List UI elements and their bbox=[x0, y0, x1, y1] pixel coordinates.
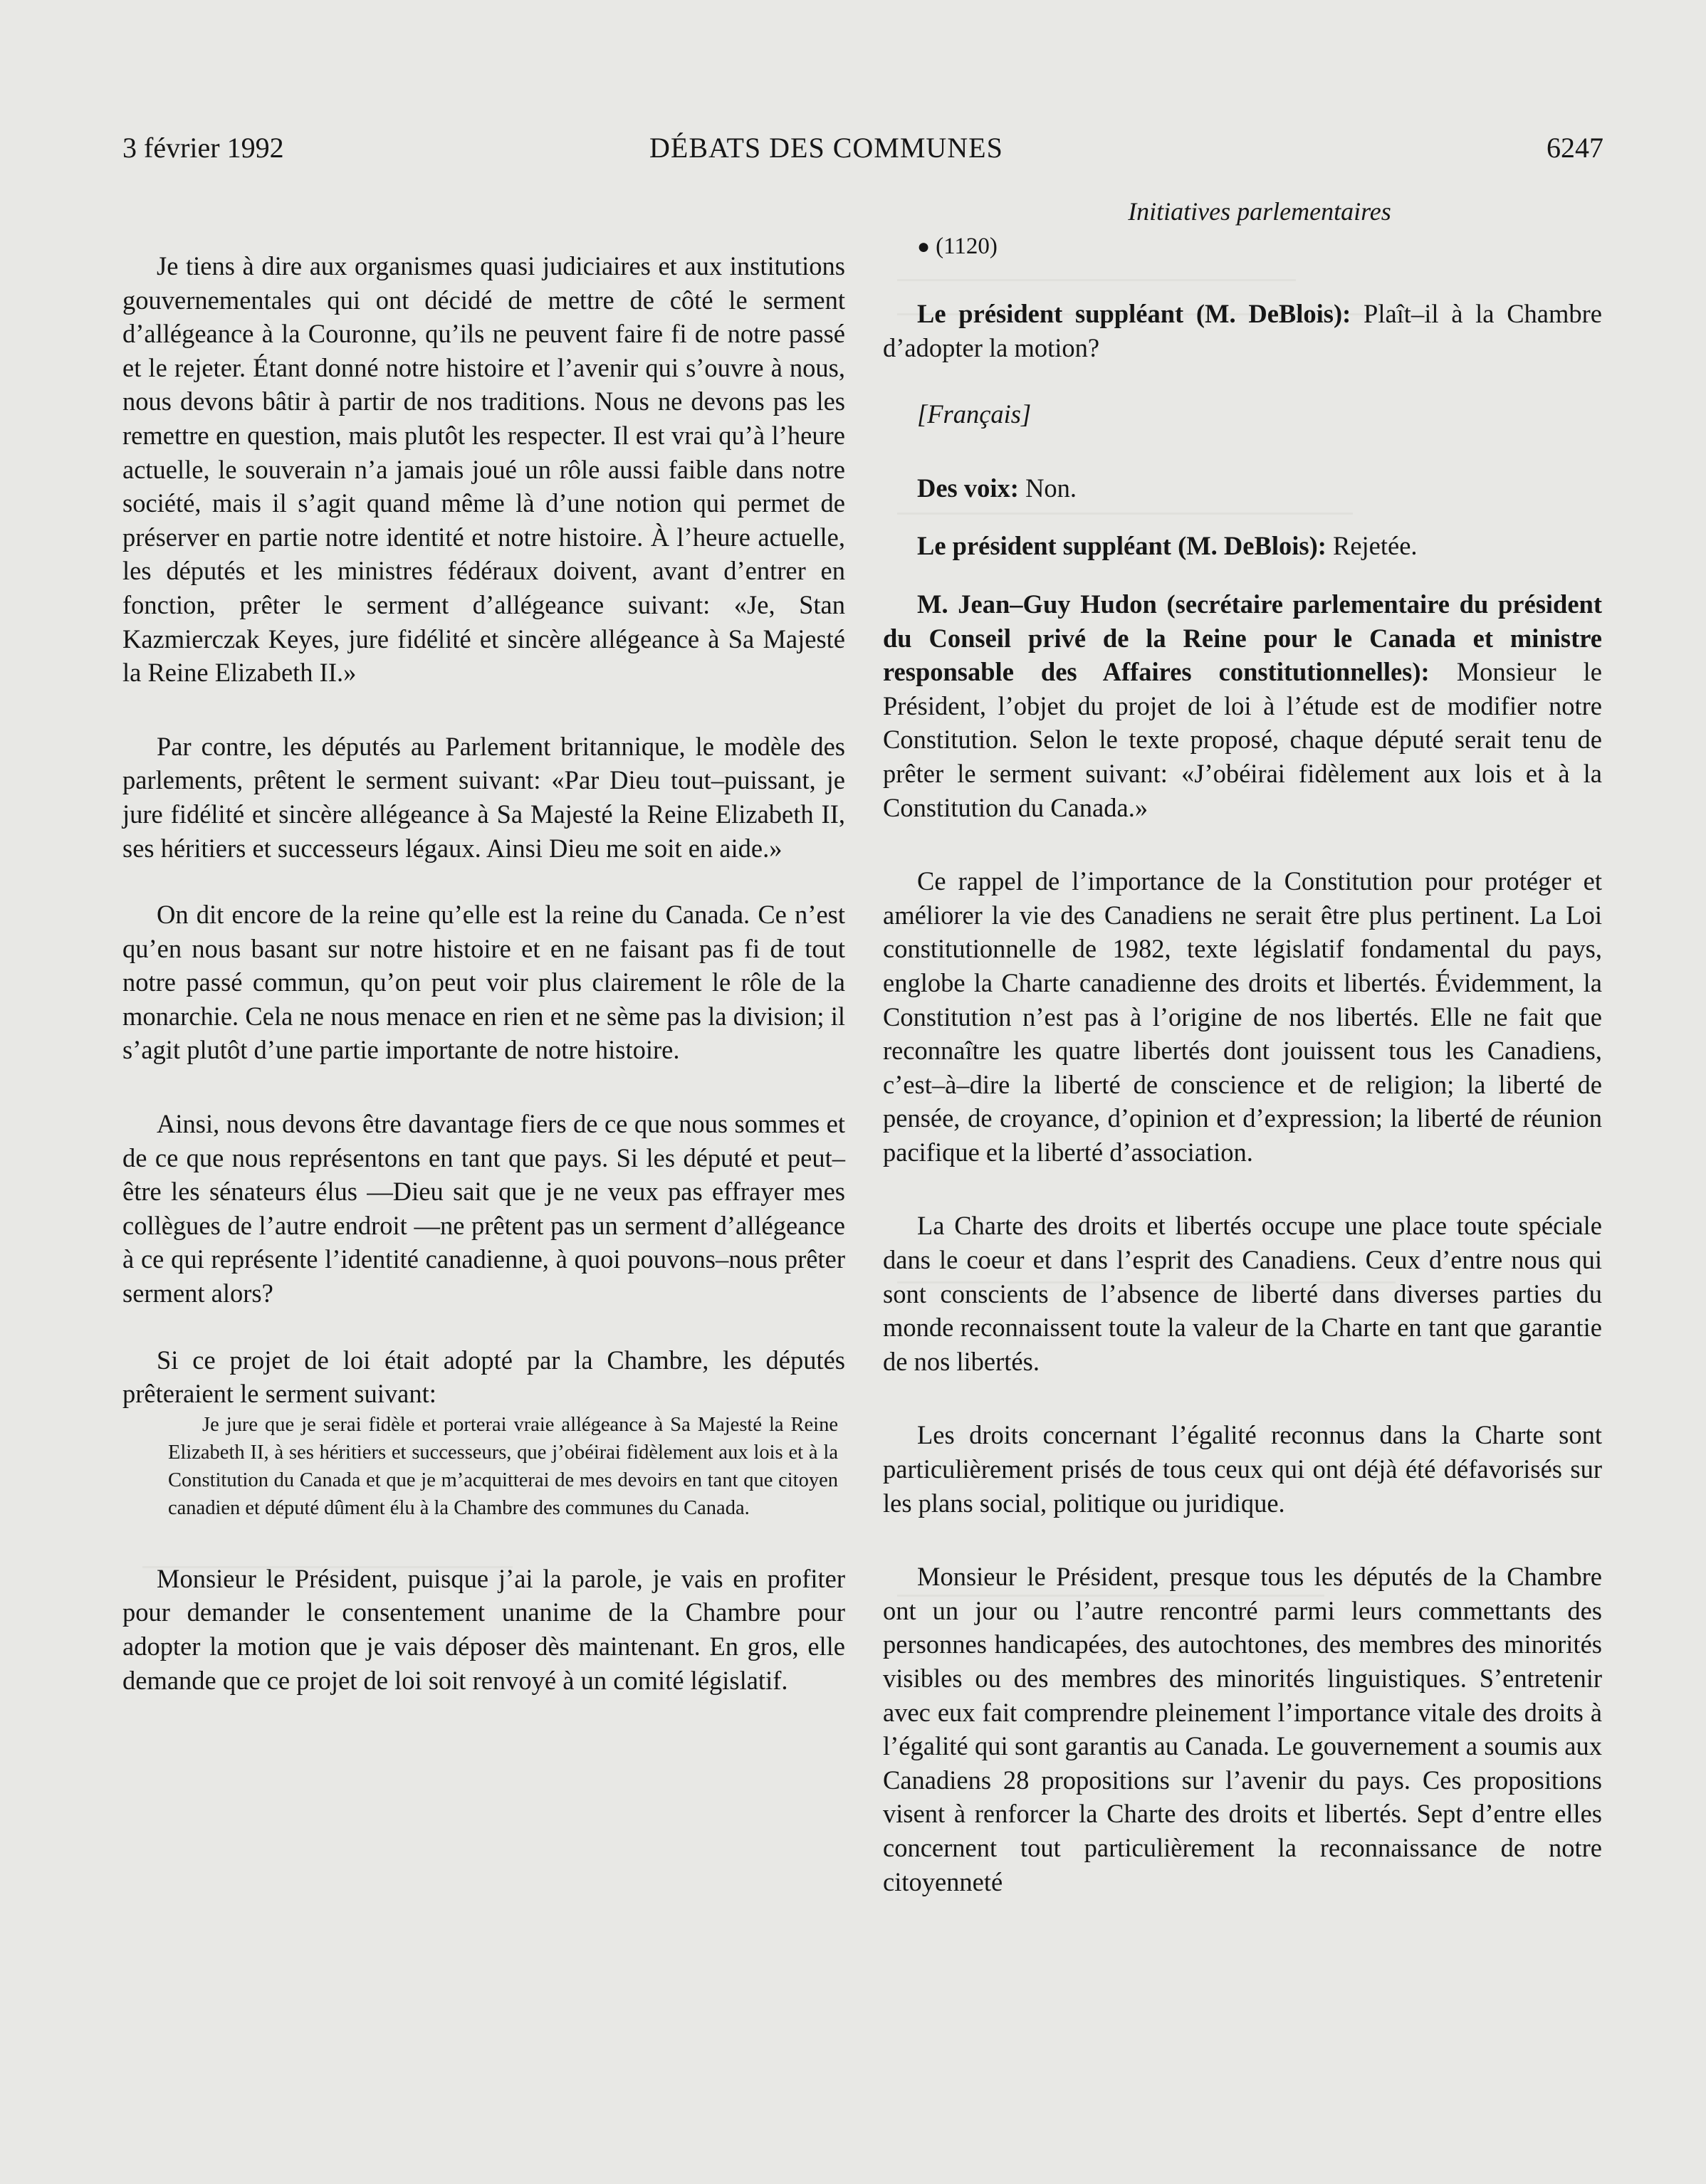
paragraph: Ainsi, nous devons être davantage fiers de ce que nous sommes et de ce que nous représentons en tant que pays. Si les député et peut–être les sénateurs élus —Dieu sait que je ne veux pas effrayer mes collègues de l’autre endroit —ne prêtent pas un serment d’allégeance à ce qui représente l’identité canadienne, à quoi pouvons–nous prêter serment alors? bbox=[122, 1109, 845, 1308]
speaker-intervention bbox=[883, 529, 1602, 563]
oath-quote: Je jure que je serai fidèle et porterai vraie allégeance à Sa Majesté la Reine Elizabeth II, à ses héritiers et successeurs, que j’obéirai fidèlement aux lois et à la Constitution du Canada et que je m’acquitterai de mes devoirs en tant que citoyen canadien et député dûment élu à la Chambre des communes du Canada. bbox=[168, 1413, 838, 1519]
header-date: 3 février 1992 bbox=[122, 132, 284, 164]
speech-text: Monsieur le Président, l’objet du projet de loi à l’étude est de modifier notre Constitution. Selon le texte proposé, chaque député serait tenu de prêter le serment suivant: «J’obéirai fidèlement aux lois et à la Constitution du Canada.» bbox=[883, 657, 1602, 822]
speaker-name: Des voix: bbox=[917, 473, 1019, 503]
speaker-intervention bbox=[883, 297, 1602, 364]
speaker-name: Le président suppléant (M. DeBlois): bbox=[917, 531, 1326, 561]
paragraph: Monsieur le Président, puisque j’ai la parole, je vais en profiter pour demander le consentement unanime de la Chambre pour adopter la motion que je vais déposer dès maintenant. En gros, elle demande que ce projet de loi soit renvoyé à un comité législatif. bbox=[122, 1563, 845, 1695]
speech-text: Plaît–il à la Chambre d’adopter la motion? bbox=[883, 299, 1602, 362]
speech-text: Non. bbox=[1018, 473, 1077, 503]
speaker-name: M. Jean–Guy Hudon (secrétaire parlementaire du président du Conseil privé de la Reine pour le Canada et ministre responsable des Affaires constitutionnelles): bbox=[883, 589, 1602, 687]
paragraph: La Charte des droits et libertés occupe une place toute spéciale dans le coeur et dans l’esprit des Canadiens. Ceux d’entre nous qui sont conscients de l’absence de liberté dans diverses parties du monde reconnaissent toute la valeur de la Charte en tant que garantie de nos libertés. bbox=[883, 1211, 1602, 1376]
paragraph: Si ce projet de loi était adopté par la Chambre, les députés prêteraient le serment suivant: bbox=[122, 1345, 845, 1409]
timestamp-text: (1120) bbox=[936, 233, 998, 259]
speaker-intervention bbox=[883, 471, 1602, 505]
paragraph: On dit encore de la reine qu’elle est la reine du Canada. Ce n’est qu’en nous basant sur notre histoire et en ne faisant pas fi de tout notre passé commun, qu’on peut voir plus clairement le rôle de la monarchie. Cela ne nous menace en rien et ne sème pas la division; il s’agit plutôt d’une partie importante de notre histoire. bbox=[122, 900, 845, 1065]
timestamp bbox=[883, 229, 1602, 264]
bullet-icon: ● bbox=[917, 235, 931, 258]
paragraph: Les droits concernant l’égalité reconnus dans la Charte sont particulièrement prisés de tous ceux qui ont déjà été défavorisés sur les plans social, politique ou juridique. bbox=[883, 1420, 1602, 1518]
section-heading: Initiatives parlementaires bbox=[1128, 197, 1391, 226]
speech-text: Rejetée. bbox=[1326, 531, 1418, 561]
paragraph: Je tiens à dire aux organismes quasi judiciaires et aux institutions gouvernementales qui ont décidé de mettre de côté le serment d’allégeance à la Couronne, qu’ils ne peuvent faire fi de notre passé et le rejeter. Étant donné notre histoire et l’avenir qui s’ouvre à nous, nous devons bâtir à partir de nos traditions. Nous ne devons pas les remettre en question, mais plutôt les respecter. Il est vrai qu’à l’heure actuelle, le souverain n’a jamais joué un rôle aussi faible dans notre société, mais il s’agit quand même là d’une notion qui permet de préserver en partie notre identité et notre histoire. À l’heure actuelle, les députés et les ministres fédéraux doivent, avant d’entrer en fonction, prêter le serment d’allégeance suivant: «Je, Stan Kazmierczak Keyes, jure fidélité et sincère allégeance à Sa Majesté la Reine Elizabeth II.» bbox=[122, 251, 845, 688]
left-column bbox=[122, 249, 845, 1697]
paragraph: Par contre, les députés au Parlement britannique, le modèle des parlements, prêtent le serment suivant: «Par Dieu tout–puissant, je jure fidélité et sincère allégeance à Sa Majesté la Reine Elizabeth II, ses héritiers et successeurs légaux. Ainsi Dieu me soit en aide.» bbox=[122, 731, 845, 863]
page-number: 6247 bbox=[1547, 132, 1603, 164]
right-column bbox=[883, 194, 1602, 1899]
paragraph: Ce rappel de l’importance de la Constitution pour protéger et améliorer la vie des Canadiens ne serait être plus pertinent. La Loi constitutionnelle de 1982, texte législatif fondamental du pays, englobe la Charte canadienne des droits et libertés. Évidemment, la Constitution n’est pas à l’origine de nos libertés. Elle ne fait que reconnaître les quatre libertés dont jouissent tous les Canadiens, c’est–à–dire la liberté de conscience et de religion; la liberté de pensée, de croyance, d’opinion et d’expression; la liberté de réunion pacifique et la liberté d’association. bbox=[883, 866, 1602, 1167]
speaker-name: Le président suppléant (M. DeBlois): bbox=[917, 299, 1351, 328]
paragraph: Monsieur le Président, presque tous les députés de la Chambre ont un jour ou l’autre rencontré parmi leurs commettants des personnes handicapées, des autochtones, des membres des minorités visibles ou des membres des minorités linguistiques. S’entretenir avec eux fait comprendre pleinement l’importance vitale des droits à l’égalité qui sont garantis au Canada. Le gouvernement a soumis aux Canadiens 28 propositions sur l’avenir du pays. Ces propositions visent à renforcer la Charte des droits et libertés. Sept d’entre elles concernent tout particulièrement la reconnaissance de notre citoyenneté bbox=[883, 1562, 1602, 1896]
page-header bbox=[122, 127, 1603, 169]
header-title: DÉBATS DES COMMUNES bbox=[649, 132, 1003, 164]
language-note: [Français] bbox=[917, 399, 1032, 429]
speaker-intervention bbox=[883, 587, 1602, 824]
